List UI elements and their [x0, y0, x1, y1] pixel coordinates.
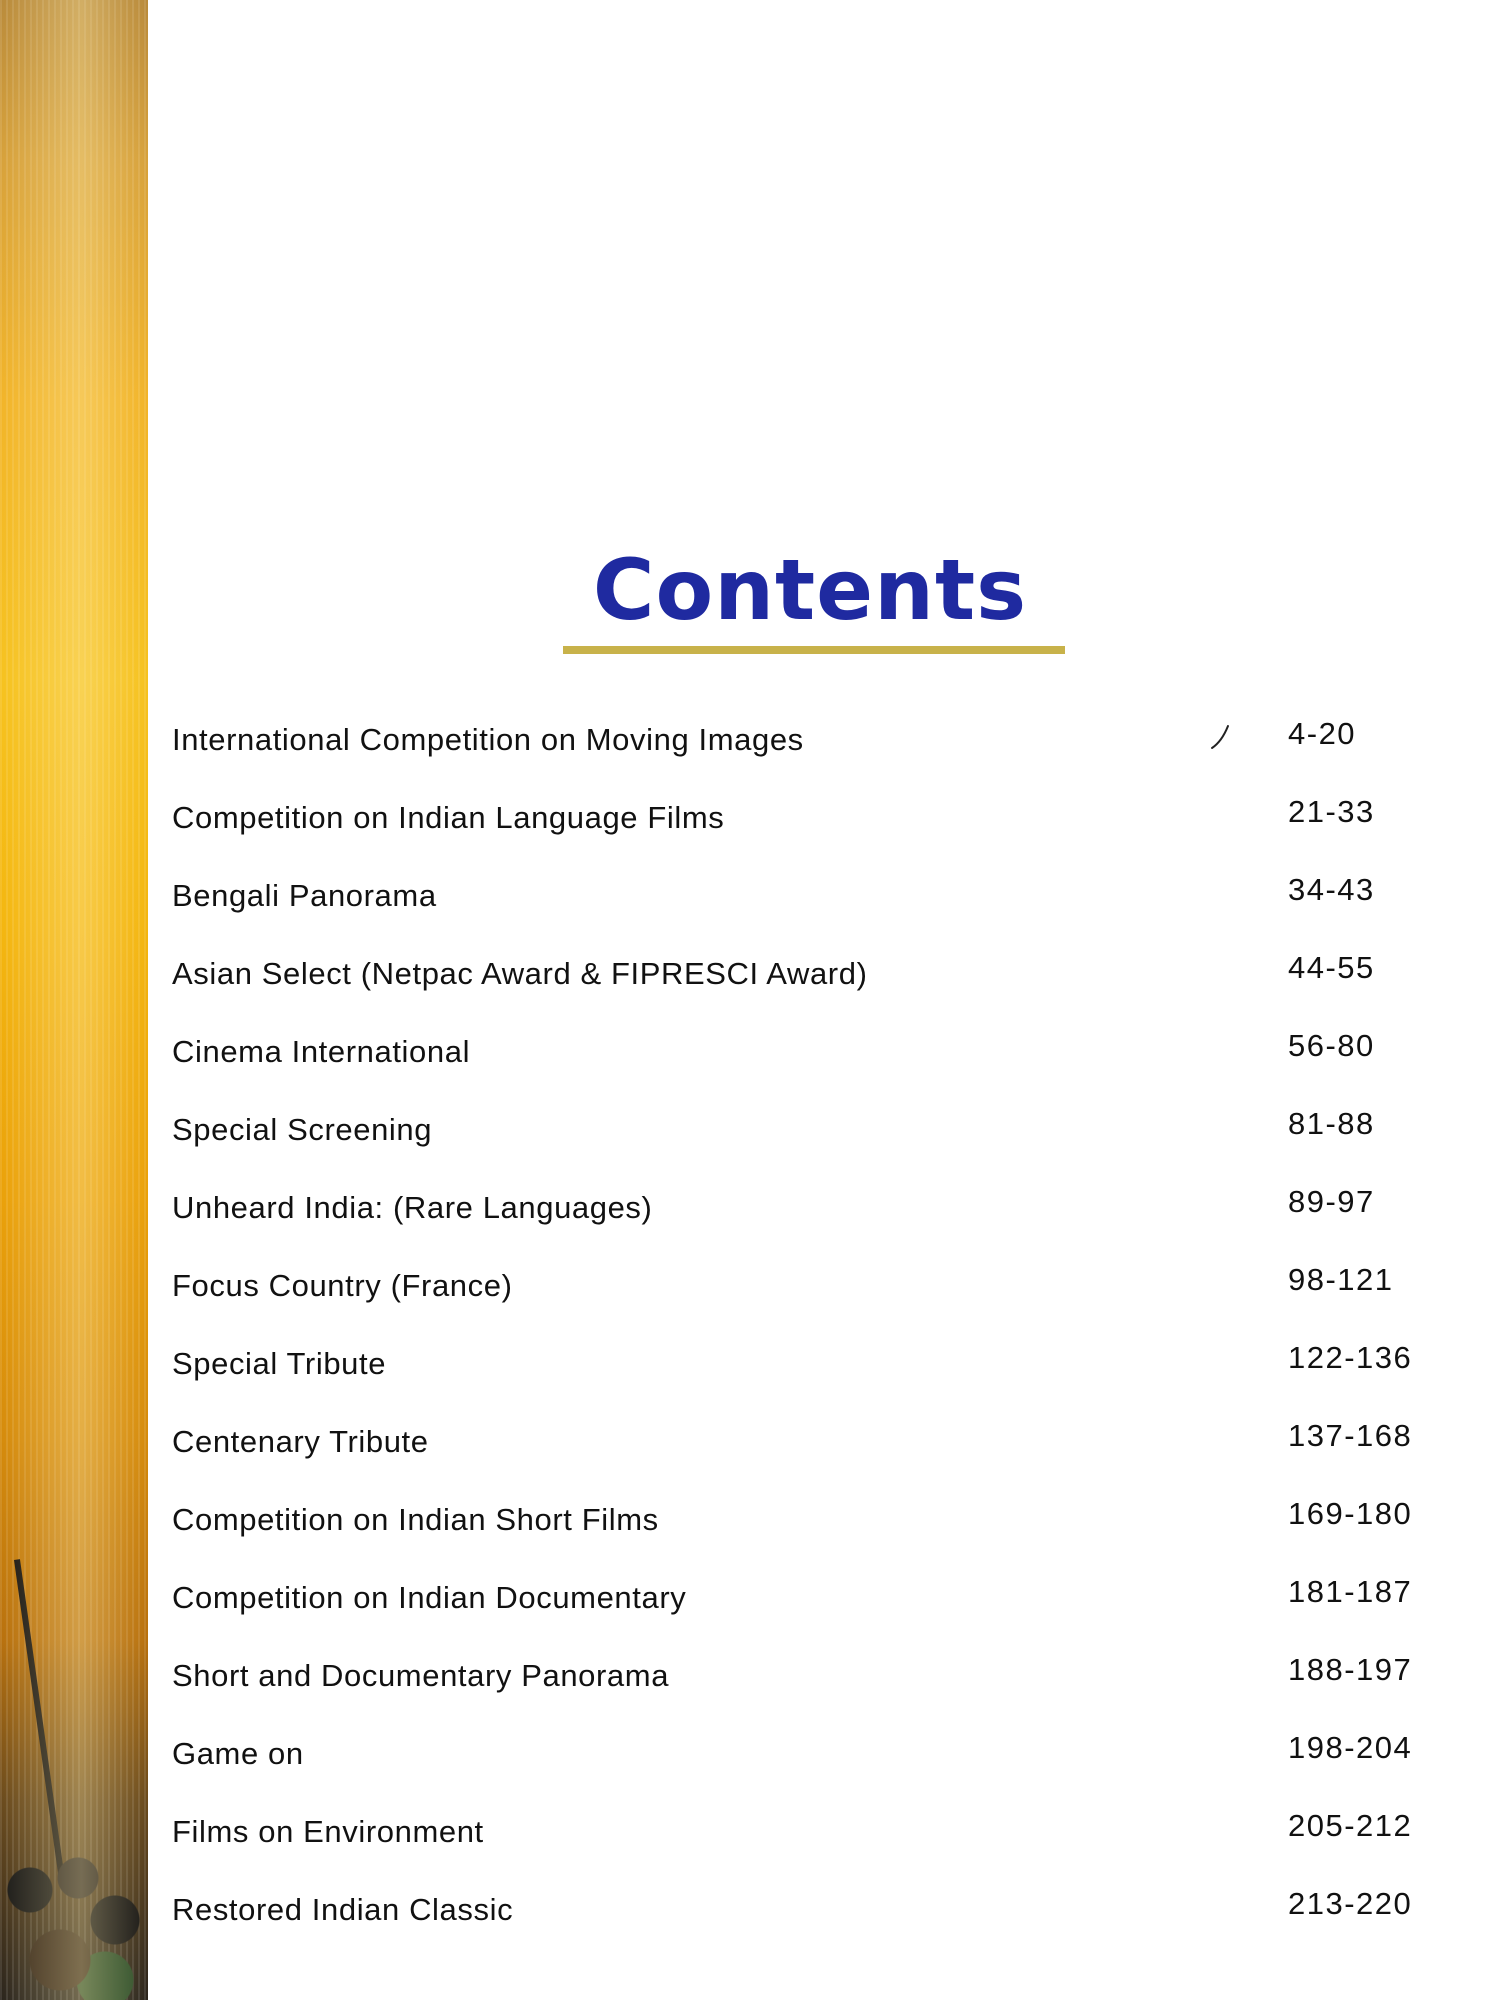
- contents-row-pages: 34-43: [1288, 872, 1375, 907]
- contents-row: [172, 1417, 1432, 1467]
- contents-row-pages: 213-220: [1288, 1886, 1413, 1921]
- contents-row-label: Competition on Indian Language Films: [172, 800, 725, 835]
- contents-row-label: Films on Environment: [172, 1814, 484, 1849]
- contents-row-pages: 89-97: [1288, 1184, 1375, 1219]
- contents-row-label: Restored Indian Classic: [172, 1892, 514, 1927]
- contents-row: [172, 1807, 1432, 1857]
- contents-row-label: Centenary Tribute: [172, 1424, 429, 1459]
- contents-row: [172, 1183, 1432, 1233]
- contents-row: [172, 1729, 1432, 1779]
- contents-row: [172, 1573, 1432, 1623]
- contents-row: [172, 1027, 1432, 1077]
- contents-row: [172, 1339, 1432, 1389]
- contents-row-pages: 4-20: [1288, 716, 1357, 751]
- contents-row: [172, 1651, 1432, 1701]
- contents-row-label: Cinema International: [172, 1034, 471, 1069]
- contents-row-pages: 137-168: [1288, 1418, 1413, 1453]
- contents-row-label: Asian Select (Netpac Award & FIPRESCI Award): [172, 956, 868, 991]
- contents-row: [172, 1495, 1432, 1545]
- contents-row: [172, 715, 1432, 765]
- contents-row-pages: 198-204: [1288, 1730, 1413, 1765]
- contents-row-label: Competition on Indian Documentary: [172, 1580, 687, 1615]
- contents-row-pages: 98-121: [1288, 1262, 1394, 1297]
- contents-row-pages: 169-180: [1288, 1496, 1413, 1531]
- contents-row-label: International Competition on Moving Images: [172, 722, 804, 757]
- contents-row-pages: 81-88: [1288, 1106, 1375, 1141]
- contents-row: [172, 871, 1432, 921]
- contents-row-pages: 122-136: [1288, 1340, 1413, 1375]
- contents-row-pages: 181-187: [1288, 1574, 1413, 1609]
- contents-row-pages: 56-80: [1288, 1028, 1375, 1063]
- contents-row: [172, 793, 1432, 843]
- contents-row-label: Game on: [172, 1736, 304, 1771]
- contents-row: [172, 949, 1432, 999]
- contents-row-pages: 188-197: [1288, 1652, 1413, 1687]
- contents-row: [172, 1261, 1432, 1311]
- contents-row: [172, 1885, 1432, 1935]
- contents-row-label: Unheard India: (Rare Languages): [172, 1190, 653, 1225]
- contents-row-pages: 205-212: [1288, 1808, 1413, 1843]
- contents-row-label: Focus Country (France): [172, 1268, 513, 1303]
- contents-row-label: Special Tribute: [172, 1346, 387, 1381]
- contents-row-pages: 44-55: [1288, 950, 1375, 985]
- contents-row: [172, 1105, 1432, 1155]
- contents-row-label: Short and Documentary Panorama: [172, 1658, 670, 1693]
- contents-row-label: Bengali Panorama: [172, 878, 437, 913]
- contents-row-label: Competition on Indian Short Films: [172, 1502, 659, 1537]
- contents-row-pages: 21-33: [1288, 794, 1375, 829]
- page-title: Contents: [592, 541, 1028, 639]
- contents-row-label: Special Screening: [172, 1112, 433, 1147]
